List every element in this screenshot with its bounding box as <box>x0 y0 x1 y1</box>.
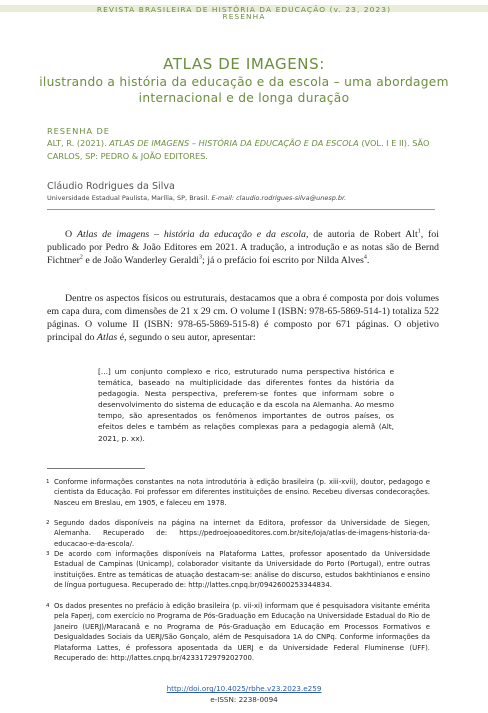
author-divider <box>47 209 435 210</box>
affiliation-text: Universidade Estadual Paulista, Marília, SP, Brasil. <box>47 194 212 202</box>
article-subtitle: ilustrando a história da educação e da escola – uma abordagem internacional e de longa duração <box>39 75 449 105</box>
article-title: ATLAS DE IMAGENS: <box>163 55 325 73</box>
body-paragraph-2 <box>47 292 439 344</box>
footnote-number: 1 <box>46 479 50 485</box>
footnote-2 <box>46 518 430 549</box>
p1-text-d: e de João Wanderley Geraldi <box>82 255 200 266</box>
footnote-number: 3 <box>46 551 50 557</box>
review-ref-title: ATLAS DE IMAGENS – HISTÓRIA DA EDUCAÇÃO E DA ESCOLA <box>109 138 359 148</box>
p1-book-title: Atlas de imagens – história da educação e da escola <box>76 229 306 240</box>
footnote-1 <box>46 477 430 508</box>
footnote-3 <box>46 549 430 591</box>
p1-text-a: O <box>65 229 77 240</box>
p2-text-a: Dentre os aspectos físicos ou estruturais, destacamos que a obra é composta por dois volumes em capa dura, com dimensões de 21 x 29 cm. O volume I (ISBN: 978-65-5869-514-1) totaliza 522 páginas. O volume II (ISBN: 978-65-5869-515-8) é composto por 671 páginas. O objetivo principal do <box>47 293 439 343</box>
review-ref-rest: (VOL. I E II). SÃO CARLOS, SP: PEDRO & JOÃO EDITORES. <box>47 138 430 161</box>
footnote-ref-3[interactable]: 3 <box>199 254 203 261</box>
author-name: Cláudio Rodrigues da Silva <box>47 181 175 192</box>
p2-text-b: é, segundo o seu autor, apresentar: <box>117 332 256 343</box>
footnote-text: Conforme informações constantes na nota introdutória à edição brasileira (p. xiii-xvii), doutor, pedagogo e cientista da Educação. Foi professor em diferentes instituições de ensino. Recebeu diversas condecorações. Nasceu em Breslau, em 1905, e faleceu em 1978. <box>54 478 430 507</box>
footnote-number: 2 <box>46 520 50 526</box>
body-paragraph-1 <box>47 228 439 267</box>
running-header <box>0 0 488 21</box>
footnote-divider <box>47 468 145 469</box>
footnote-text: De acordo com informações disponíveis na Plataforma Lattes, professor aposentado da Universidade Estadual de Campinas (Unicamp), colaborador visitante da Universidade do Porto (Portugal), entre outras instituições. Entre as temáticas de atuação destacam-se: análise do discurso, estudos bakhtinianos e ensino de língua portuguesa. Recuperado de: http://lattes.cnpq.br/0942600253344834. <box>54 550 430 590</box>
doi-link[interactable]: http://doi.org/10.4025/rbhe.v23.2023.e259 <box>166 684 322 693</box>
footnote-ref-4[interactable]: 4 <box>363 254 367 261</box>
p1-text-c: , foi publicado por Pedro & João Editores em 2021. A tradução, a introdução e as notas são de Bernd Fichtner <box>47 229 439 266</box>
footnote-ref-2[interactable]: 2 <box>79 254 83 261</box>
email-label: E-mail: <box>211 194 235 202</box>
author-email[interactable]: claudio.rodrigues-silva@unesp.br. <box>234 194 347 202</box>
p1-text-e: ; já o prefácio foi escrito por Nilda Alves <box>202 255 364 266</box>
footnote-4 <box>46 601 430 663</box>
footnote-ref-1[interactable]: 1 <box>417 228 421 235</box>
author-affiliation <box>47 194 467 202</box>
p2-atlas-title: Atlas <box>96 332 118 343</box>
p1-text-f: . <box>366 255 370 266</box>
review-reference <box>47 137 447 162</box>
footnote-text: Os dados presentes no prefácio à edição brasileira (p. vii-xi) informam que é pesquisadora visitante emérita pela Faperj, com exercício no Programa de Pós-Graduação em Educação na Universidade Estadual do Rio de Janeiro (UERJ)/Maracanã e no Programa de Pós-Graduação em Educação em Processos Formativos e Desigualdades Sociais da UERJ/São Gonçalo, além de Pesquisadora 1A do CNPq. Conforme informações da Plataforma Lattes, é professora aposentada da UERJ e da Universidade Federal Fluminense (UFF). Recuperado de: http://lattes.cnpq.br/4233172979202700. <box>54 602 430 663</box>
issn-label: e-ISSN: 2238-0094 <box>210 695 278 704</box>
p1-text-b: , de autoria de Robert Alt <box>305 229 418 240</box>
header-band <box>0 5 488 12</box>
review-of-label: RESENHA DE <box>47 126 110 136</box>
section-label: RESENHA <box>222 12 266 21</box>
footnote-number: 4 <box>46 603 50 609</box>
block-quote: [...] um conjunto complexo e rico, estruturado numa perspectiva histórica e temática, baseado na multiplicidade das diferentes fontes da história da pedagogia. Nesta perspectiva, preferem-se fontes que informam sobre o desenvolvimento do sistema de educação e da escola na Alemanha. Ao mesmo tempo, são apresentados os fenômenos importantes de outros países, os efeitos deles e também as relações complexas para a pedagogia alemã (Alt, 2021, p. xx). <box>98 367 394 443</box>
journal-name: REVISTA BRASILEIRA DE HISTÓRIA DA EDUCAÇÃO (v. 23, 2023) <box>96 5 392 14</box>
footnote-text: Segundo dados disponíveis na página na internet da Editora, professor da Universidade de Siegen, Alemanha. Recuperado de: https://pedroejoaoeditores.com.br/site/loja/atlas-de-imagens-historia-da-educacao-e-da-escola/. <box>54 519 430 548</box>
review-ref-authors: ALT, R. (2021). <box>47 138 110 148</box>
